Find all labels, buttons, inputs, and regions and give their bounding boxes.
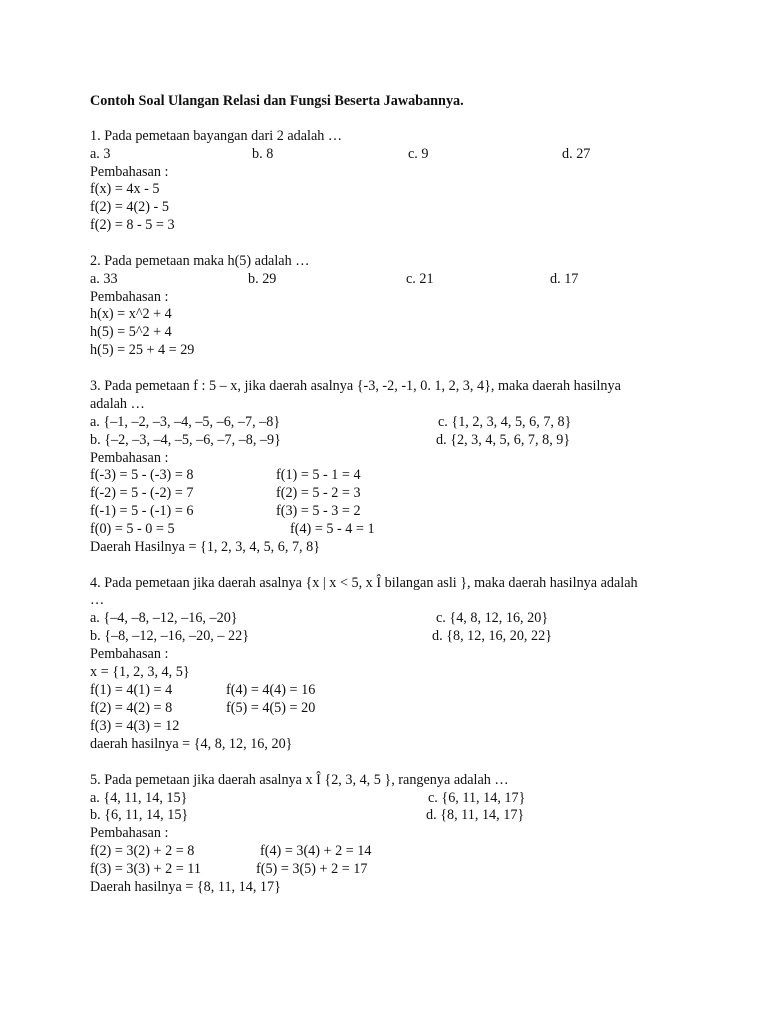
q3-step: f(3) = 5 - 3 = 2 [276, 503, 361, 519]
q4-solution-label: Pembahasan : [90, 646, 169, 662]
q3-option-d: d. {2, 3, 4, 5, 6, 7, 8, 9} [436, 432, 571, 448]
q4-result: daerah hasilnya = {4, 8, 12, 16, 20} [90, 736, 293, 752]
q3-step: f(4) = 5 - 4 = 1 [290, 521, 375, 537]
q3-step: f(-1) = 5 - (-1) = 6 [90, 503, 194, 519]
q3-option-c: c. {1, 2, 3, 4, 5, 6, 7, 8} [438, 414, 572, 430]
q1-solution-label: Pembahasan : [90, 164, 169, 180]
q4-domain: x = {1, 2, 3, 4, 5} [90, 664, 190, 680]
q4-option-a: a. {–4, –8, –12, –16, –20} [90, 610, 238, 626]
q3-question-cont: adalah … [90, 396, 145, 412]
q1-option-c: c. 9 [408, 146, 429, 162]
q4-question: 4. Pada pemetaan jika daerah asalnya {x | x < 5, x Î bilangan asli }, maka daerah hasilnya adalah [90, 575, 638, 591]
q2-option-b: b. 29 [248, 271, 277, 287]
q5-option-c: c. {6, 11, 14, 17} [428, 790, 526, 806]
q3-option-a: a. {–1, –2, –3, –4, –5, –6, –7, –8} [90, 414, 281, 430]
q2-step: h(5) = 25 + 4 = 29 [90, 342, 195, 358]
q4-option-b: b. {–8, –12, –16, –20, – 22} [90, 628, 250, 644]
q2-step: h(x) = x^2 + 4 [90, 306, 172, 322]
q5-question: 5. Pada pemetaan jika daerah asalnya x Î {2, 3, 4, 5 }, rangenya adalah … [90, 772, 509, 788]
q3-step: f(2) = 5 - 2 = 3 [276, 485, 361, 501]
q1-step: f(2) = 4(2) - 5 [90, 199, 169, 215]
q3-step: f(1) = 5 - 1 = 4 [276, 467, 361, 483]
q1-step: f(2) = 8 - 5 = 3 [90, 217, 175, 233]
q4-step: f(2) = 4(2) = 8 [90, 700, 173, 716]
q5-step: f(4) = 3(4) + 2 = 14 [260, 843, 372, 859]
q1-question: 1. Pada pemetaan bayangan dari 2 adalah … [90, 128, 343, 144]
document-title: Contoh Soal Ulangan Relasi dan Fungsi Beserta Jawabannya. [90, 93, 464, 109]
q4-step: f(3) = 4(3) = 12 [90, 718, 180, 734]
q2-option-c: c. 21 [406, 271, 434, 287]
q1-step: f(x) = 4x - 5 [90, 181, 160, 197]
q3-step: f(-2) = 5 - (-2) = 7 [90, 485, 194, 501]
q5-option-d: d. {8, 11, 14, 17} [426, 807, 525, 823]
q1-option-d: d. 27 [562, 146, 591, 162]
q5-result: Daerah hasilnya = {8, 11, 14, 17} [90, 879, 281, 895]
q2-step: h(5) = 5^2 + 4 [90, 324, 172, 340]
q4-option-d: d. {8, 12, 16, 20, 22} [432, 628, 553, 644]
q2-solution-label: Pembahasan : [90, 289, 169, 305]
q3-question: 3. Pada pemetaan f : 5 – x, jika daerah asalnya {-3, -2, -1, 0. 1, 2, 3, 4}, maka daerah hasilnya [90, 378, 621, 394]
q1-option-b: b. 8 [252, 146, 274, 162]
q1-option-a: a. 3 [90, 146, 111, 162]
q5-step: f(5) = 3(5) + 2 = 17 [256, 861, 368, 877]
q5-step: f(3) = 3(3) + 2 = 11 [90, 861, 201, 877]
q5-option-a: a. {4, 11, 14, 15} [90, 790, 188, 806]
q3-option-b: b. {–2, –3, –4, –5, –6, –7, –8, –9} [90, 432, 281, 448]
q4-step: f(4) = 4(4) = 16 [226, 682, 316, 698]
q3-step: f(0) = 5 - 0 = 5 [90, 521, 175, 537]
q4-step: f(1) = 4(1) = 4 [90, 682, 173, 698]
q2-option-d: d. 17 [550, 271, 579, 287]
q2-option-a: a. 33 [90, 271, 118, 287]
q3-solution-label: Pembahasan : [90, 450, 169, 466]
q3-step: f(-3) = 5 - (-3) = 8 [90, 467, 194, 483]
q4-question-cont: … [90, 592, 105, 608]
q5-option-b: b. {6, 11, 14, 15} [90, 807, 189, 823]
q3-result: Daerah Hasilnya = {1, 2, 3, 4, 5, 6, 7, 8} [90, 539, 321, 555]
q5-step: f(2) = 3(2) + 2 = 8 [90, 843, 195, 859]
q2-question: 2. Pada pemetaan maka h(5) adalah … [90, 253, 310, 269]
q5-solution-label: Pembahasan : [90, 825, 169, 841]
q4-step: f(5) = 4(5) = 20 [226, 700, 316, 716]
q4-option-c: c. {4, 8, 12, 16, 20} [436, 610, 549, 626]
